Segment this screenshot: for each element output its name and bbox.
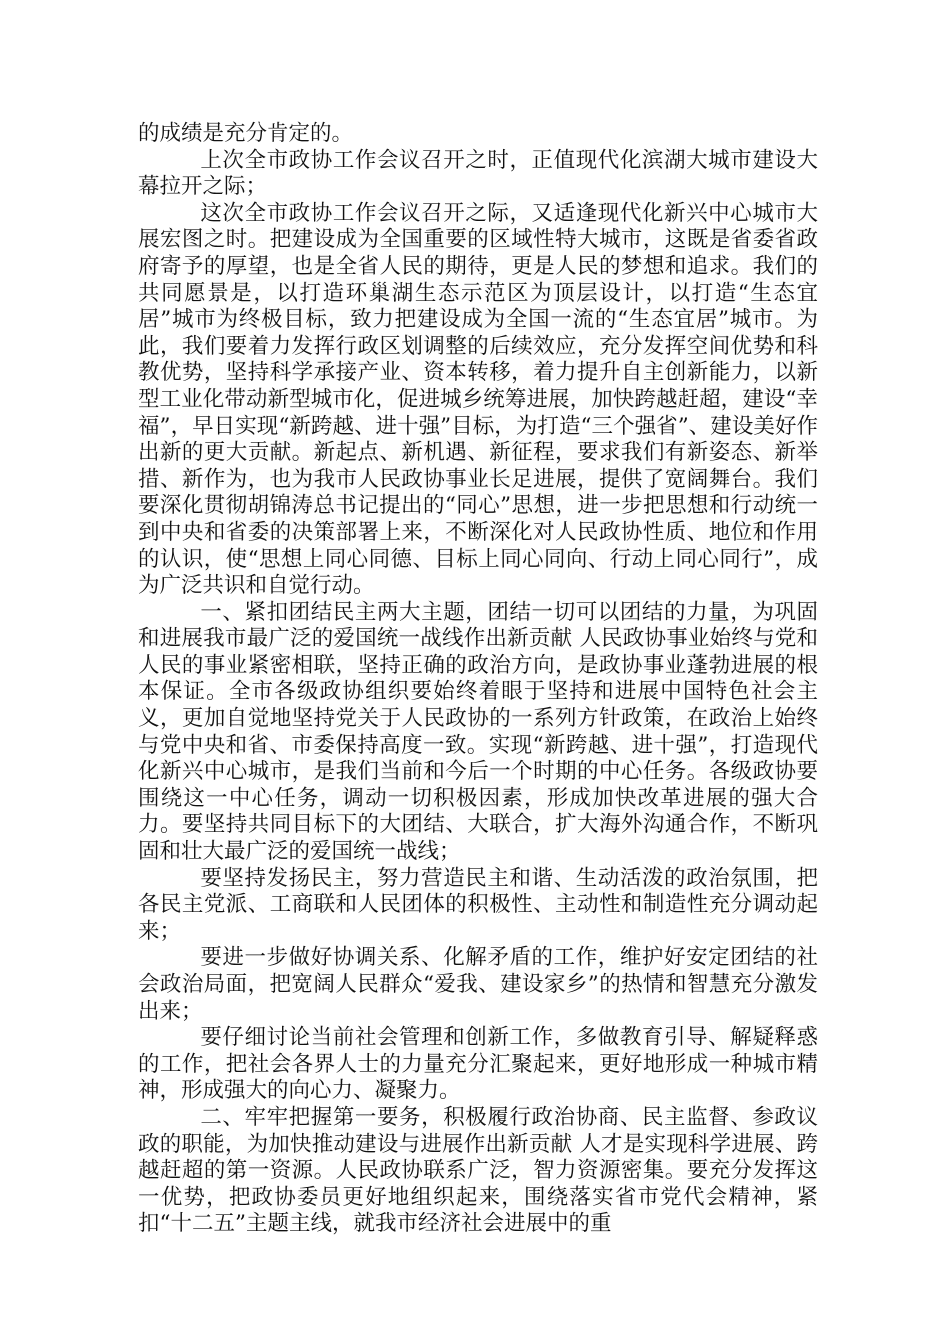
paragraph-4: 一、紧扣团结民主两大主题，团结一切可以团结的力量，为巩固和进展我市最广泛的爱国统一战线作出新贡献 人民政协事业始终与党和人民的事业紧密相联，坚持正确的政治方向，是政协事业蓬勃进展的根本保证。全市各级政协组织要始终着眼于坚持和进展中国特色社会主义，更加自觉地坚持党关于人民政协的一系列方针政策，在政治上始终与党中央和省、市委保持高度一致。实现“新跨越、进十强”，打造现代化新兴中心城市，是我们当前和今后一个时期的中心任务。各级政协要围绕这一中心任务，调动一切积极因素，形成加快改革进展的强大合力。要坚持共同目标下的大团结、大联合，扩大海外沟通合作，不断巩固和壮大最广泛的爱国统一战线； xyxy=(138,599,818,865)
paragraph-8: 二、牢牢把握第一要务，积极履行政治协商、民主监督、参政议政的职能，为加快推动建设与进展作出新贡献 人才是实现科学进展、跨越赶超的第一资源。人民政协联系广泛，智力资源密集。要充分发挥这一优势，把政协委员更好地组织起来，围绕落实省市党代会精神，紧扣“十二五”主题主线，就我市经济社会进展中的重 xyxy=(138,1104,818,1237)
paragraph-6: 要进一步做好协调关系、化解矛盾的工作，维护好安定团结的社会政治局面，把宽阔人民群众“爱我、建设家乡”的热情和智慧充分激发出来； xyxy=(138,945,818,1024)
paragraph-7: 要仔细讨论当前社会管理和创新工作，多做教育引导、解疑释惑的工作，把社会各界人士的力量充分汇聚起来，更好地形成一种城市精神，形成强大的向心力、凝聚力。 xyxy=(138,1025,818,1104)
paragraph-2: 上次全市政协工作会议召开之时，正值现代化滨湖大城市建设大幕拉开之际； xyxy=(138,147,818,200)
paragraph-1: 的成绩是充分肯定的。 xyxy=(138,121,354,146)
paragraph-3: 这次全市政协工作会议召开之际，又适逢现代化新兴中心城市大展宏图之时。把建设成为全国重要的区域性特大城市，这既是省委省政府寄予的厚望，也是全省人民的期待，更是人民的梦想和追求。我们的共同愿景是，以打造环巢湖生态示范区为顶层设计，以打造“生态宜居”城市为终极目标，致力把建设成为全国一流的“生态宜居”城市。为此，我们要着力发挥行政区划调整的后续效应，充分发挥空间优势和科教优势，坚持科学承接产业、资本转移，着力提升自主创新能力，以新型工业化带动新型城市化，促进城乡统筹进展，加快跨越赶超，建设“幸福”，早日实现“新跨越、进十强”目标，为打造“三个强省”、建设美好作出新的更大贡献。新起点、新机遇、新征程，要求我们有新姿态、新举措、新作为，也为我市人民政协事业长足进展，提供了宽阔舞台。我们要深化贯彻胡锦涛总书记提出的“同心”思想，进一步把思想和行动统一到中央和省委的决策部署上来，不断深化对人民政协性质、地位和作用的认识，使“思想上同心同德、目标上同心同向、行动上同心同行”，成为广泛共识和自觉行动。 xyxy=(138,200,818,599)
document-page xyxy=(138,121,818,1238)
paragraph-5: 要坚持发扬民主，努力营造民主和谐、生动活泼的政治氛围，把各民主党派、工商联和人民团体的积极性、主动性和制造性充分调动起来； xyxy=(138,865,818,944)
